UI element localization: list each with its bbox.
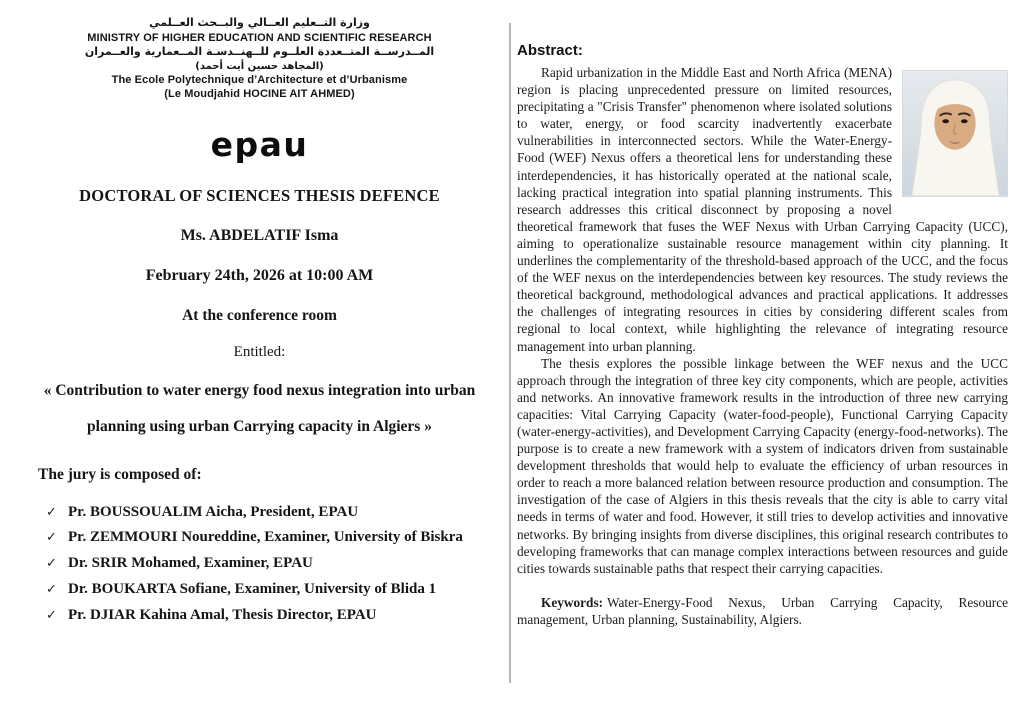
jury-member-text: Pr. ZEMMOURI Noureddine, Examiner, University of Biskra <box>68 529 463 546</box>
checkmark-icon: ✓ <box>46 530 57 546</box>
keywords-paragraph <box>517 594 1008 628</box>
ministry-name-english: MINISTRY OF HIGHER EDUCATION AND SCIENTIFIC RESEARCH <box>87 31 432 44</box>
jury-member <box>46 603 491 629</box>
jury-list <box>38 500 491 629</box>
jury-heading: The jury is composed of: <box>38 465 202 483</box>
abstract-body <box>517 64 1008 355</box>
checkmark-icon: ✓ <box>46 607 57 623</box>
keywords-text: Water-Energy-Food Nexus, Urban Carrying Capacity, Resource management, Urban planning, Sustainability, Algiers. <box>517 594 1008 627</box>
abstract-paragraph-2: The thesis explores the possible linkage between the WEF nexus and the UCC approach through the integration of three key city components, which are people, activities and networks. An innovative framework results in the introduction of three new carrying capacities: Vital Carrying Capacity (water-food-people), Functional Carrying Capacity (water-energy-activities), and Development Carrying Capacity (energy-food-networks). The purpose is to create a new framework with a system of indicators driven from sustainable development thresholds that would help to evaluate the efficiency of urban resources in order to reach a more balanced relation between resource production and consumption. The investigation of the case of Algiers in this thesis reveals that the city is able to carry vital needs in terms of water and food. However, it still tries to develop activities and innovative networks. By bringing insights from diverse disciplines, this original research contributes to developing frameworks that can manage complex interactions between resources and guide cities towards sustainable paths that respect their carrying capacities. <box>517 355 1008 576</box>
school-name-arabic: المــدرســة المتــعددة العلــوم للــهنــدسـة المــعمارية والعــمران <box>84 45 435 59</box>
checkmark-icon: ✓ <box>46 504 57 520</box>
institution-header <box>28 16 491 102</box>
keywords-label: Keywords: <box>541 594 604 610</box>
ministry-name-arabic: وزارة التــعليم العــالي والبــحث العــلمي <box>149 16 370 29</box>
paragraph-gap <box>517 577 1008 594</box>
defence-datetime: February 24th, 2026 at 10:00 AM <box>145 266 374 284</box>
jury-member-text: Pr. DJIAR Kahina Amal, Thesis Director, EPAU <box>68 606 377 623</box>
school-subname-arabic: (المجاهد حسين أيت أحمد) <box>195 60 324 72</box>
school-subname-english: (Le Moudjahid HOCINE AIT AHMED) <box>164 88 355 101</box>
jury-member <box>46 551 491 577</box>
jury-member <box>46 500 491 526</box>
jury-member <box>46 525 491 551</box>
candidate-name: Ms. ABDELATIF Isma <box>180 226 339 244</box>
defence-location: At the conference room <box>182 306 337 324</box>
candidate-photo <box>902 70 1008 197</box>
jury-member-text: Pr. BOUSSOUALIM Aicha, President, EPAU <box>68 503 359 520</box>
checkmark-icon: ✓ <box>46 582 57 597</box>
column-divider <box>509 23 511 683</box>
jury-member-text: Dr. BOUKARTA Sofiane, Examiner, University of Blida 1 <box>68 581 437 597</box>
checkmark-icon: ✓ <box>46 556 57 572</box>
left-column <box>0 0 509 724</box>
abstract-paragraph-1-text: Rapid urbanization in the Middle East and North Africa (MENA) region is placing unprecedented pressure on limited resources, precipitating a "Crisis Transfer" phenomenon where isolated solutions to water, energy, or food scarcity inadvertently exacerbate vulnerabilities in interconnected sectors. While the Water-Energy-Food (WEF) Nexus offers a theoretical lens for understanding these interdependencies, it has historically operated at the national scale, lacking practical integration into spatial planning instruments. This research addresses this critical disconnect by proposing a novel theoretical framework that fuses the WEF Nexus with Urban Carrying Capacity (UCC), aiming to operationalize sustainable resource management within city planning. It underlines the complementarity of the threshold-based approach of the UCC, and the focus of the WEF nexus on the interdependencies between key resources. The study reviews the theoretical background, methodological advances and practical applications. It addresses the challenges of integrating resources in cities by considering different scales from regional to local context, while highlighting the relevance of integrating resource management into urban planning. <box>517 65 1008 354</box>
jury-member-text: Dr. SRIR Mohamed, Examiner, EPAU <box>68 555 313 572</box>
entitled-label: Entitled: <box>233 343 286 360</box>
school-name-english: The Ecole Polytechnique d’Architecture et d’Urbanisme <box>111 73 408 86</box>
abstract-column <box>517 0 1008 724</box>
portrait-illustration <box>903 71 1007 196</box>
epau-logo: epau <box>210 124 309 164</box>
abstract-heading: Abstract: <box>517 42 583 59</box>
jury-member <box>46 577 491 603</box>
thesis-title: « Contribution to water energy food nexus integration into urban planning using urban Carrying capacity in Algiers » <box>43 381 476 436</box>
event-title: DOCTORAL OF SCIENCES THESIS DEFENCE <box>79 185 440 205</box>
jury-section <box>28 466 491 629</box>
